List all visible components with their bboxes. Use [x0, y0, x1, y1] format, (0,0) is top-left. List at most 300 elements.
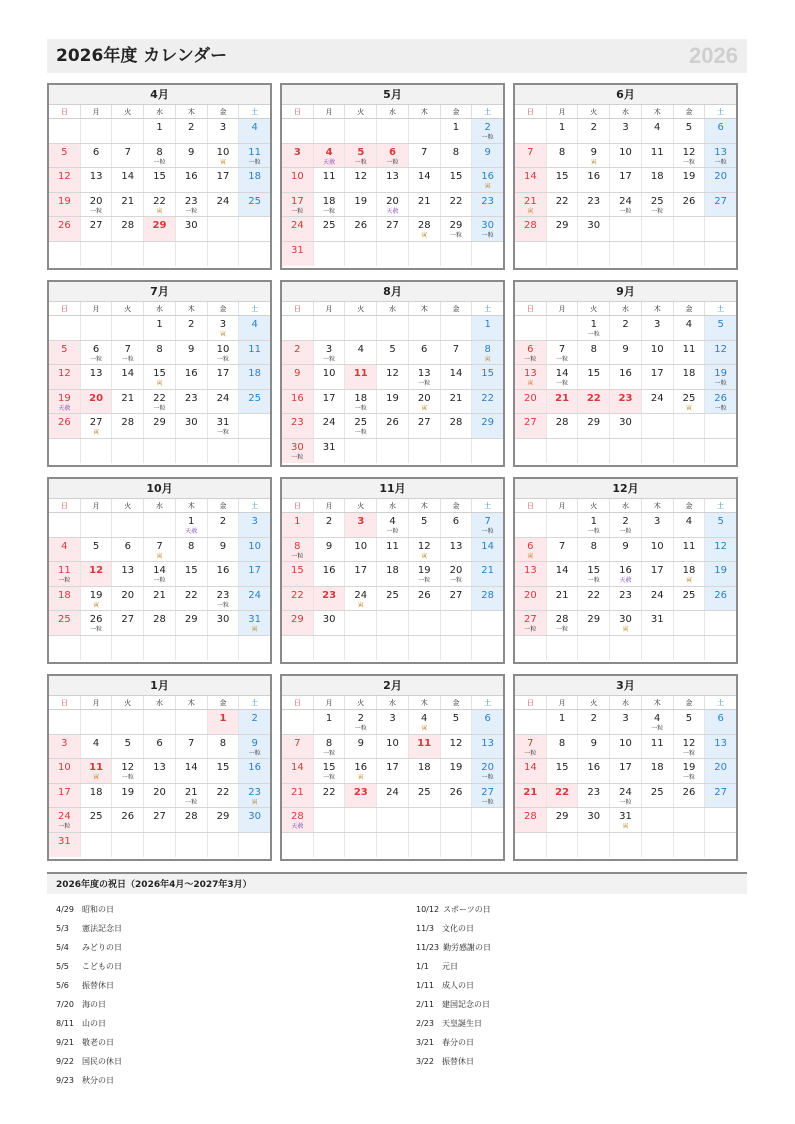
day-number: 2 [590, 713, 597, 724]
day-cell [49, 144, 81, 168]
day-cell [377, 390, 409, 414]
day-cell [208, 414, 240, 438]
day-mark: 一粒 [185, 798, 198, 806]
day-cell [547, 611, 579, 635]
day-mark: 一粒 [651, 207, 664, 215]
day-number: 7 [188, 737, 195, 749]
day-number: 2 [325, 516, 333, 527]
empty-cell [81, 119, 113, 143]
day-number: 24 [650, 589, 664, 601]
day-mark: 寅 [156, 552, 163, 560]
day-number: 24 [650, 392, 664, 404]
empty-cell [81, 316, 113, 340]
day-number: 9 [251, 737, 258, 749]
day-number: 13 [417, 368, 431, 379]
day-cell [314, 784, 346, 808]
day-number: 25 [89, 811, 103, 822]
weekday-label: 月 [314, 105, 346, 118]
day-mark: 天赦 [291, 823, 304, 830]
day-mark: 一粒 [619, 798, 632, 806]
empty-cell [377, 316, 409, 340]
day-cell [515, 341, 547, 365]
day-mark: 一粒 [185, 207, 198, 215]
week-row [515, 759, 736, 784]
holiday-name: 秋分の日 [82, 1076, 114, 1085]
empty-cell [441, 808, 473, 832]
day-cell [377, 168, 409, 192]
day-mark: 一粒 [524, 355, 537, 363]
day-cell [377, 562, 409, 586]
day-cell [377, 365, 409, 389]
day-number: 28 [121, 417, 135, 428]
day-cell [409, 587, 441, 611]
day-cell [314, 168, 346, 192]
day-cell [176, 144, 208, 168]
day-mark: 一粒 [481, 798, 494, 806]
day-mark: 一粒 [481, 774, 494, 781]
day-number: 14 [121, 368, 135, 379]
day-cell [144, 217, 176, 241]
empty-cell [610, 636, 642, 661]
month-title: 8月 [282, 282, 503, 302]
holiday-item [407, 919, 747, 938]
day-number: 5 [389, 343, 396, 355]
day-cell [705, 390, 736, 414]
day-number: 1 [188, 516, 195, 527]
day-cell [314, 562, 346, 586]
month-calendar [513, 280, 738, 467]
day-number: 1 [325, 713, 333, 724]
day-cell [674, 341, 706, 365]
day-number: 28 [290, 811, 304, 822]
day-number: 29 [290, 614, 304, 625]
week-row [282, 390, 503, 415]
day-number: 3 [389, 713, 396, 724]
day-cell [176, 341, 208, 365]
day-number: 18 [682, 368, 696, 379]
empty-cell [49, 242, 81, 267]
week-row [49, 808, 270, 833]
day-number: 28 [555, 614, 569, 625]
day-number: 23 [353, 786, 368, 798]
day-number: 18 [650, 762, 664, 773]
day-number: 14 [290, 762, 304, 773]
day-number: 9 [622, 343, 629, 355]
day-cell [314, 144, 346, 168]
holiday-date: 5/6 [56, 981, 69, 990]
day-cell [314, 538, 346, 562]
day-number: 1 [156, 319, 163, 330]
day-number: 10 [216, 343, 230, 355]
empty-cell [642, 414, 674, 438]
holiday-date: 5/5 [56, 962, 69, 971]
day-number: 11 [650, 146, 664, 158]
day-cell [239, 562, 270, 586]
day-number: 3 [622, 713, 629, 724]
day-cell [314, 193, 346, 217]
day-number: 8 [156, 343, 163, 355]
day-number: 12 [121, 762, 135, 773]
weekday-label: 月 [81, 499, 113, 512]
empty-cell [377, 833, 409, 858]
day-cell [282, 808, 314, 832]
day-number: 3 [357, 516, 365, 527]
empty-cell [705, 636, 736, 661]
day-cell [441, 217, 473, 241]
weekday-label: 月 [81, 696, 113, 709]
day-cell [578, 119, 610, 143]
empty-cell [176, 710, 208, 734]
day-cell [610, 611, 642, 635]
empty-cell [239, 833, 270, 858]
day-mark: 一粒 [682, 749, 695, 757]
day-cell [642, 784, 674, 808]
day-cell [282, 759, 314, 783]
day-cell [610, 390, 642, 414]
day-number: 25 [417, 786, 431, 798]
day-number: 5 [92, 540, 100, 552]
day-number: 20 [121, 589, 135, 601]
day-mark: 一粒 [354, 725, 367, 732]
day-cell [112, 538, 144, 562]
day-number: 18 [57, 589, 71, 601]
day-cell [547, 168, 579, 192]
day-number: 26 [714, 392, 728, 404]
weekday-label: 水 [610, 696, 642, 709]
day-number: 21 [121, 195, 135, 207]
day-cell [208, 119, 240, 143]
day-cell [610, 168, 642, 192]
empty-cell [674, 611, 706, 635]
weekday-header [282, 302, 503, 316]
day-mark: 寅 [421, 552, 428, 560]
day-cell [314, 611, 346, 635]
day-cell [239, 119, 270, 143]
empty-cell [112, 439, 144, 464]
day-number: 21 [555, 392, 570, 404]
day-mark: 一粒 [418, 577, 431, 584]
weekday-label: 水 [144, 499, 176, 512]
day-number: 1 [219, 713, 227, 724]
day-number: 4 [251, 319, 258, 330]
empty-cell [239, 217, 270, 241]
weekday-label: 水 [377, 696, 409, 709]
weekday-label: 土 [484, 305, 492, 313]
day-number: 28 [449, 417, 463, 428]
weekday-label: 木 [176, 696, 208, 709]
day-number: 13 [714, 737, 728, 749]
week-row [515, 538, 736, 563]
day-number: 25 [650, 195, 664, 207]
week-row [49, 784, 270, 809]
day-number: 22 [216, 786, 230, 798]
week-row [282, 341, 503, 366]
day-number: 4 [685, 319, 693, 330]
page-title: 2026年度 カレンダー [56, 46, 228, 66]
week-row [515, 833, 736, 858]
weekday-label: 日 [515, 696, 547, 709]
day-cell [642, 587, 674, 611]
day-cell [705, 365, 736, 389]
day-number: 25 [354, 417, 368, 428]
empty-cell [674, 808, 706, 832]
day-cell [81, 365, 113, 389]
day-number: 13 [89, 368, 103, 379]
empty-cell [674, 217, 706, 241]
day-mark: 天赦 [185, 528, 198, 535]
holiday-date: 2/11 [416, 1000, 434, 1009]
day-cell [144, 414, 176, 438]
week-row [515, 710, 736, 735]
empty-cell [409, 242, 441, 267]
weekday-label: 日 [282, 105, 314, 118]
day-number: 14 [555, 565, 569, 576]
holiday-name: みどりの日 [82, 943, 122, 952]
day-cell [144, 735, 176, 759]
day-number: 6 [452, 516, 460, 527]
day-number: 27 [523, 417, 537, 428]
day-cell [610, 562, 642, 586]
day-cell [112, 759, 144, 783]
empty-cell [81, 710, 113, 734]
holiday-date: 4/29 [56, 905, 74, 914]
day-cell [81, 341, 113, 365]
day-cell [81, 538, 113, 562]
day-number: 4 [685, 516, 693, 527]
day-cell [472, 144, 503, 168]
day-number: 19 [714, 368, 728, 379]
day-mark: 一粒 [291, 207, 304, 215]
day-cell [578, 759, 610, 783]
weekday-label: 火 [578, 302, 610, 315]
empty-cell [314, 119, 346, 143]
day-cell [472, 562, 503, 586]
day-cell [610, 587, 642, 611]
day-number: 4 [357, 343, 364, 355]
day-cell [705, 144, 736, 168]
day-mark: 一粒 [354, 158, 367, 166]
week-row [515, 784, 736, 809]
day-cell [239, 168, 270, 192]
empty-cell [208, 217, 240, 241]
weekday-label: 月 [547, 105, 579, 118]
day-mark: 寅 [421, 404, 428, 412]
day-mark: 天赦 [323, 158, 336, 166]
day-number: 12 [417, 540, 431, 552]
day-cell [578, 193, 610, 217]
day-number: 10 [248, 540, 262, 552]
month-title: 10月 [49, 479, 270, 499]
week-row [282, 784, 503, 809]
day-number: 21 [449, 392, 463, 404]
day-number: 23 [216, 589, 230, 601]
empty-cell [81, 513, 113, 537]
day-cell [642, 316, 674, 340]
day-cell [144, 538, 176, 562]
week-row [515, 513, 736, 538]
day-cell [547, 710, 579, 734]
month-calendar [280, 280, 505, 467]
day-mark: 天赦 [619, 577, 632, 584]
day-cell [81, 414, 113, 438]
weekday-header [49, 696, 270, 710]
day-cell [705, 587, 736, 611]
week-row [282, 538, 503, 563]
day-cell [515, 538, 547, 562]
day-number: 14 [523, 762, 537, 773]
day-number: 12 [714, 343, 728, 355]
day-number: 29 [481, 417, 495, 428]
day-number: 27 [89, 417, 103, 428]
day-cell [547, 759, 579, 783]
day-cell [578, 808, 610, 832]
empty-cell [705, 217, 736, 241]
week-row [282, 562, 503, 587]
day-cell [377, 341, 409, 365]
holiday-item [407, 995, 747, 1014]
day-number: 30 [619, 614, 632, 625]
week-row [49, 316, 270, 341]
day-number: 11 [650, 737, 664, 749]
day-cell [176, 562, 208, 586]
weekday-label: 火 [345, 302, 377, 315]
empty-cell [81, 242, 113, 267]
empty-cell [674, 242, 706, 267]
day-number: 24 [619, 786, 632, 798]
day-number: 21 [290, 786, 304, 798]
day-cell [674, 119, 706, 143]
day-mark: 一粒 [323, 355, 336, 363]
day-cell [49, 759, 81, 783]
day-number: 27 [523, 614, 537, 625]
day-cell [409, 710, 441, 734]
day-number: 5 [685, 122, 693, 133]
day-cell [472, 784, 503, 808]
day-number: 15 [449, 171, 463, 182]
day-cell [705, 168, 736, 192]
week-row [282, 833, 503, 858]
day-number: 29 [449, 220, 463, 231]
day-number: 7 [124, 146, 131, 158]
day-cell [176, 119, 208, 143]
week-row [49, 341, 270, 366]
day-cell [208, 611, 240, 635]
day-number: 26 [417, 589, 431, 601]
weekday-label: 水 [144, 302, 176, 315]
empty-cell [515, 119, 547, 143]
day-number: 15 [587, 368, 601, 379]
weekday-header [49, 105, 270, 119]
day-cell [472, 168, 503, 192]
empty-cell [176, 242, 208, 267]
day-number: 11 [248, 146, 262, 158]
holiday-item [47, 938, 387, 957]
day-cell [409, 414, 441, 438]
day-cell [144, 390, 176, 414]
weekday-label: 金 [441, 302, 473, 315]
day-mark: 一粒 [58, 577, 71, 584]
day-mark: 一粒 [524, 749, 537, 757]
day-number: 11 [57, 565, 71, 576]
week-row [515, 144, 736, 169]
day-mark: 一粒 [386, 158, 399, 166]
empty-cell [144, 636, 176, 661]
day-cell [345, 587, 377, 611]
day-cell [705, 562, 736, 586]
day-number: 1 [558, 122, 566, 133]
day-number: 15 [184, 565, 198, 576]
empty-cell [282, 636, 314, 661]
empty-cell [314, 833, 346, 858]
day-number: 14 [121, 171, 135, 182]
month-title: 11月 [282, 479, 503, 499]
holiday-item [47, 1014, 387, 1033]
week-row [49, 414, 270, 439]
weekday-label: 日 [515, 499, 547, 512]
day-cell [674, 365, 706, 389]
day-cell [112, 611, 144, 635]
weekday-label: 月 [547, 302, 579, 315]
week-row [515, 414, 736, 439]
week-row [49, 710, 270, 735]
day-number: 5 [717, 516, 724, 527]
day-mark: 一粒 [556, 626, 569, 633]
day-number: 23 [587, 786, 601, 798]
day-mark: 一粒 [90, 626, 103, 633]
day-cell [515, 217, 547, 241]
day-number: 7 [558, 540, 566, 552]
day-cell [208, 144, 240, 168]
week-row [49, 833, 270, 858]
holiday-name: 春分の日 [442, 1038, 474, 1047]
day-cell [208, 587, 240, 611]
empty-cell [547, 636, 579, 661]
day-cell [282, 365, 314, 389]
empty-cell [112, 636, 144, 661]
month-calendar [513, 477, 738, 664]
weekday-header [282, 499, 503, 513]
day-number: 10 [650, 343, 664, 355]
weekday-label: 金 [441, 696, 473, 709]
empty-cell [642, 242, 674, 267]
weekday-label: 木 [176, 499, 208, 512]
day-cell [49, 587, 81, 611]
day-cell [49, 365, 81, 389]
day-number: 13 [481, 737, 495, 749]
day-cell [642, 390, 674, 414]
day-mark: 一粒 [556, 355, 569, 363]
day-number: 25 [650, 786, 664, 798]
holiday-item [407, 900, 747, 919]
holiday-column-right [407, 900, 747, 1071]
day-cell [441, 587, 473, 611]
day-cell [705, 513, 736, 537]
weekday-label: 火 [345, 105, 377, 118]
day-number: 17 [386, 762, 399, 773]
weekday-label: 金 [208, 302, 240, 315]
day-cell [642, 193, 674, 217]
week-row [282, 808, 503, 833]
day-cell [515, 365, 547, 389]
day-mark: 一粒 [216, 429, 229, 436]
weekday-label: 水 [377, 302, 409, 315]
day-cell [409, 390, 441, 414]
empty-cell [208, 242, 240, 267]
day-cell [314, 217, 346, 241]
day-cell [377, 217, 409, 241]
day-number: 2 [484, 122, 491, 133]
holiday-date: 9/22 [56, 1057, 74, 1066]
